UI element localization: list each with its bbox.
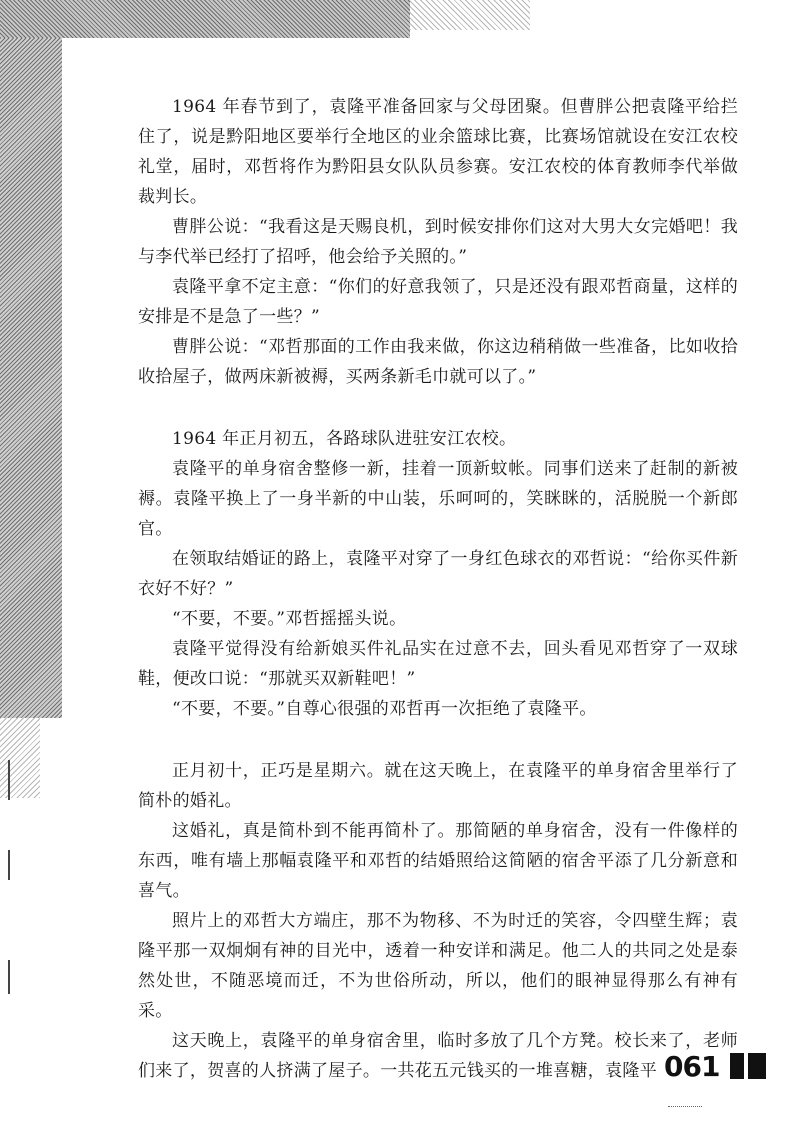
paragraph: 正月初十，正巧是星期六。就在这天晚上，在袁隆平的单身宿舍里举行了简朴的婚礼。 — [138, 761, 738, 811]
scan-shadow-left — [0, 38, 62, 718]
paragraph: 在领取结婚证的路上，袁隆平对穿了一身红色球衣的邓哲说：“给你买件新衣好不好？” — [138, 549, 738, 599]
paragraph: 袁隆平拿不定主意：“你们的好意我领了，只是还没有跟邓哲商量，这样的安排是不是急了一些？” — [138, 277, 738, 327]
paragraph: “不要，不要。”邓哲摇摇头说。 — [172, 609, 407, 629]
margin-mark — [8, 960, 10, 994]
scan-dash-mark — [668, 1106, 702, 1108]
paragraph: 这天晚上，袁隆平的单身宿舍里，临时多放了几个方凳。校长来了，老师们来了，贺喜的人挤满了屋子。一共花五元钱买的一堆喜糖，袁隆平 — [138, 1031, 738, 1081]
paragraph: 1964 年正月初五，各路球队进驻安江农校。 — [172, 429, 517, 449]
margin-mark — [8, 850, 10, 880]
paragraph: “不要，不要。”自尊心很强的邓哲再一次拒绝了袁隆平。 — [172, 699, 597, 719]
section-gap — [138, 724, 738, 756]
page-number-decoration — [748, 1053, 766, 1079]
paragraph: 曹胖公说：“邓哲那面的工作由我来做，你这边稍稍做一些准备，比如收拾收拾屋子，做两床新被褥，买两条新毛巾就可以了。” — [138, 337, 738, 387]
page-number-decoration — [730, 1053, 744, 1079]
paragraph: 1964 年春节到了，袁隆平准备回家与父母团聚。但曹胖公把袁隆平给拦住了，说是黔阳地区要举行全地区的业余篮球比赛，比赛场馆就设在安江农校礼堂，届时，邓哲将作为黔阳县女队队员参赛。安江农校的体育教师李代举做裁判长。 — [138, 97, 738, 207]
scan-shadow-left-fade — [0, 718, 40, 798]
scan-shadow-top-fade — [410, 0, 530, 30]
paragraph: 袁隆平觉得没有给新娘买件礼品实在过意不去，回头看见邓哲穿了一双球鞋，便改口说：“那就买双新鞋吧！” — [138, 639, 738, 689]
page-number: 061 — [664, 1050, 720, 1083]
paragraph: 曹胖公说：“我看这是天赐良机，到时候安排你们这对大男大女完婚吧！我与李代举已经打了招呼，他会给予关照的。” — [138, 217, 738, 267]
section-gap — [138, 392, 738, 424]
margin-mark — [8, 760, 10, 800]
paragraph: 袁隆平的单身宿舍整修一新，挂着一顶新蚊帐。同事们送来了赶制的新被褥。袁隆平换上了一身半新的中山装，乐呵呵的，笑眯眯的，活脱脱一个新郎官。 — [138, 459, 738, 539]
scan-shadow-top — [0, 0, 410, 38]
paragraph: 照片上的邓哲大方端庄，那不为物移、不为时迁的笑容，令四壁生辉；袁隆平那一双炯炯有神的目光中，透着一种安详和满足。他二人的共同之处是泰然处世，不随恶境而迁，不为世俗所动，所以，他们的眼神显得那么有神有采。 — [138, 911, 738, 1021]
page-body — [138, 92, 738, 1086]
paragraph: 这婚礼，真是简朴到不能再简朴了。那简陋的单身宿舍，没有一件像样的东西，唯有墙上那幅袁隆平和邓哲的结婚照给这简陋的宿舍平添了几分新意和喜气。 — [138, 821, 738, 901]
